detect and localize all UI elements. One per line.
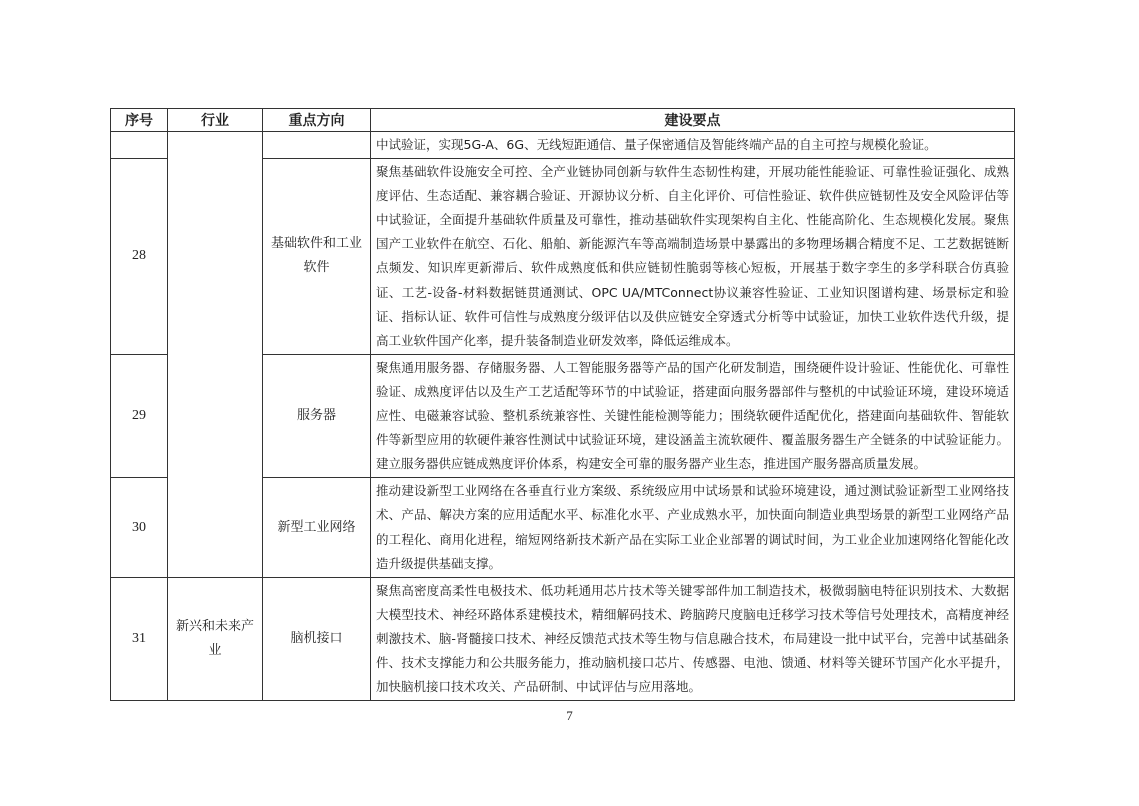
- row-number: 31: [111, 577, 168, 700]
- row-industry: 新兴和未来产业: [168, 577, 263, 700]
- row-direction: 脑机接口: [263, 577, 371, 700]
- row-content: 聚焦高密度高柔性电极技术、低功耗通用芯片技术等关键零部件加工制造技术，极微弱脑电特征识别技术、大数据大模型技术、神经环路体系建模技术，精细解码技术、跨脑跨尺度脑电迁移学习技术等信号处理技术，高精度神经刺激技术、脑-肾髓接口技术、神经反馈范式技术等生物与信息融合技术，布局建设一批中试平台，完善中试基础条件、技术支撑能力和公共服务能力，推动脑机接口芯片、传感器、电池、馈通、材料等关键环节国产化水平提升，加快脑机接口技术攻关、产品研制、中试评估与应用落地。: [371, 577, 1015, 700]
- row-content: 中试验证，实现5G-A、6G、无线短距通信、量子保密通信及智能终端产品的自主可控与规模化验证。: [371, 132, 1015, 159]
- row-number: 29: [111, 354, 168, 477]
- row-number: [111, 132, 168, 159]
- row-number: 28: [111, 159, 168, 355]
- row-direction: 基础软件和工业软件: [263, 159, 371, 355]
- row-content: 推动建设新型工业网络在各垂直行业方案级、系统级应用中试场景和试验环境建设，通过测试验证新型工业网络技术、产品、解决方案的应用适配水平、标准化水平、产业成熟水平，加快面向制造业典型场景的新型工业网络产品的工程化、商用化进程，缩短网络新技术新产品在实际工业企业部署的调试时间，为工业企业加速网络化智能化改造升级提供基础支撑。: [371, 478, 1015, 577]
- header-industry: 行业: [168, 109, 263, 132]
- row-content: 聚焦通用服务器、存储服务器、人工智能服务器等产品的国产化研发制造，围绕硬件设计验证、性能优化、可靠性验证、成熟度评估以及生产工艺适配等环节的中试验证，搭建面向服务器部件与整机的中试验证环境，建设环境适应性、电磁兼容试验、整机系统兼容性、关键性能检测等能力；围绕软硬件适配优化，搭建面向基础软件、智能软件等新型应用的软硬件兼容性测试中试验证环境，建设涵盖主流软硬件、覆盖服务器生产全链条的中试验证能力。建立服务器供应链成熟度评价体系，构建安全可靠的服务器产业生态，推进国产服务器高质量发展。: [371, 354, 1015, 477]
- row-direction: [263, 132, 371, 159]
- table-row: [111, 577, 1015, 700]
- row-direction: 服务器: [263, 354, 371, 477]
- table-row: [111, 132, 1015, 159]
- row-direction: 新型工业网络: [263, 478, 371, 577]
- header-direction: 重点方向: [263, 109, 371, 132]
- header-key-points: 建设要点: [371, 109, 1015, 132]
- row-industry: [168, 132, 263, 578]
- industry-table: [110, 108, 1015, 701]
- header-seq: 序号: [111, 109, 168, 132]
- table-header-row: [111, 109, 1015, 132]
- row-content: 聚焦基础软件设施安全可控、全产业链协同创新与软件生态韧性构建，开展功能性能验证、可靠性验证强化、成熟度评估、生态适配、兼容耦合验证、开源协议分析、自主化评价、可信性验证、软件供应链韧性及安全风险评估等中试验证，全面提升基础软件质量及可靠性，推动基础软件实现架构自主化、性能高阶化、生态规模化发展。聚焦国产工业软件在航空、石化、船舶、新能源汽车等高端制造场景中暴露出的多物理场耦合精度不足、工艺数据链断点频发、知识库更新滞后、软件成熟度低和供应链韧性脆弱等核心短板，开展基于数字孪生的多学科联合仿真验证、工艺-设备-材料数据链贯通测试、OPC UA/MTConnect协议兼容性验证、工业知识图谱构建、场景标定和验证、指标认证、软件可信性与成熟度分级评估以及供应链安全穿透式分析等中试验证，加快工业软件迭代升级，提高工业软件国产化率，提升装备制造业研发效率，降低运维成本。: [371, 159, 1015, 355]
- page-number: 7: [566, 708, 573, 723]
- row-number: 30: [111, 478, 168, 577]
